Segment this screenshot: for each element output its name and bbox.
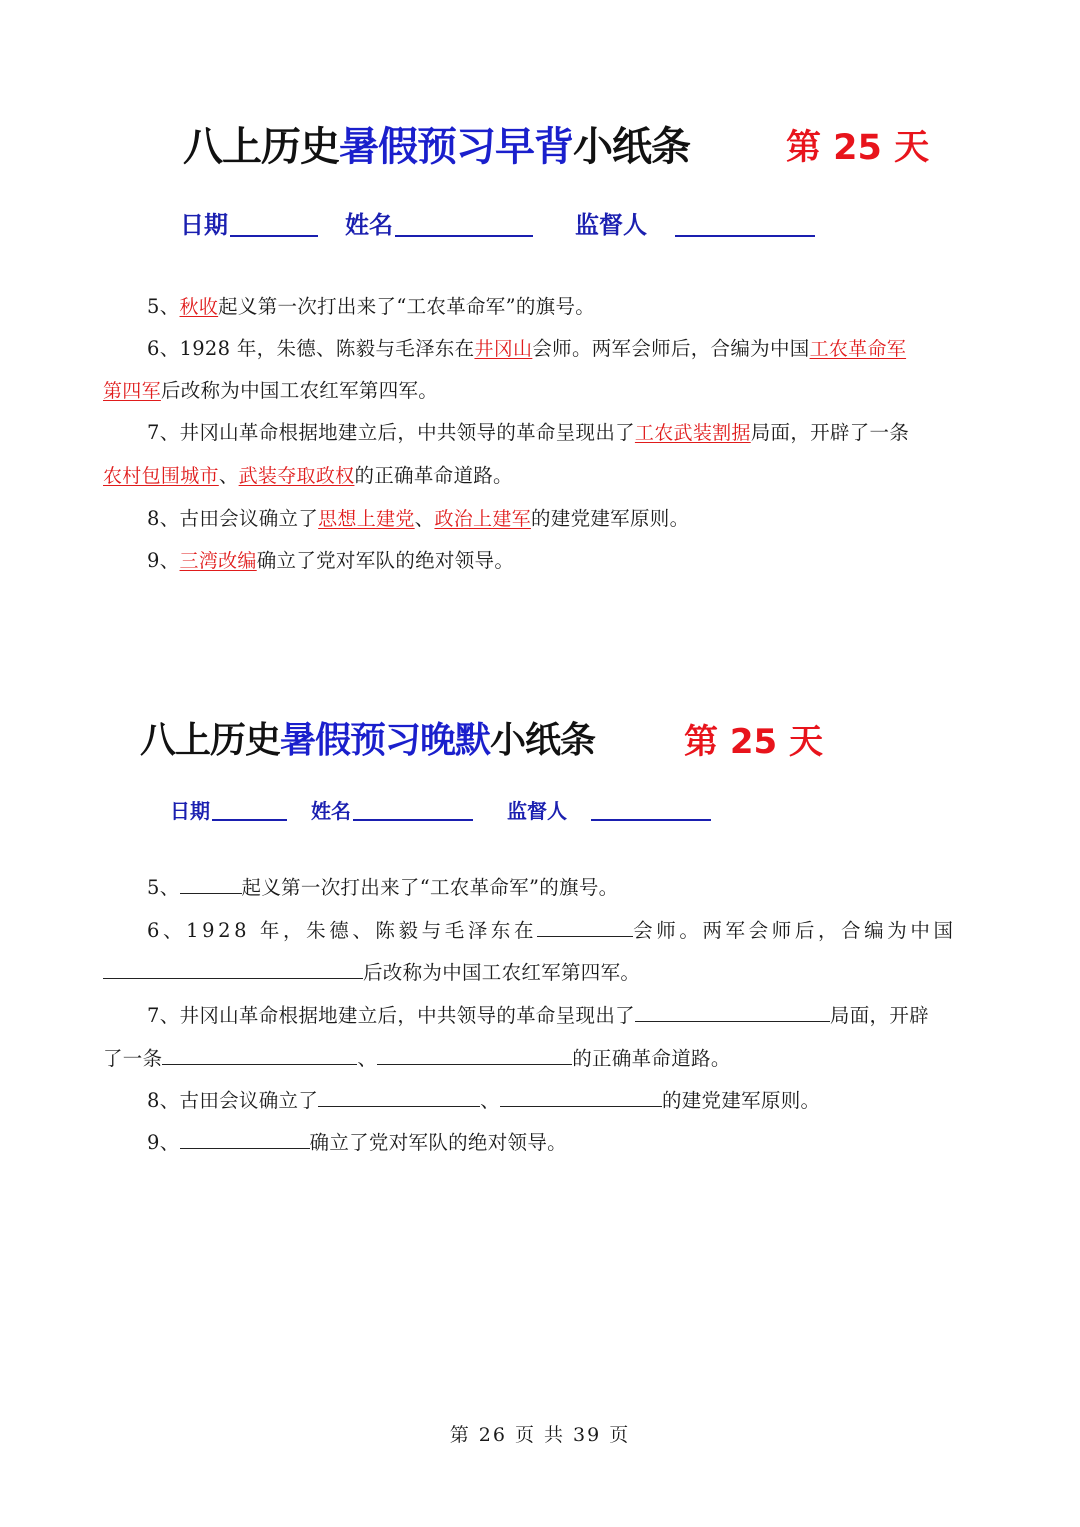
item-text: 会师。两军会师后，合编为中国 xyxy=(532,337,810,360)
bottom-date-line xyxy=(212,819,287,821)
item-text: 古田会议确立了 xyxy=(179,507,319,530)
answer: 思想上建党 xyxy=(318,508,415,530)
bottom-name-line xyxy=(353,819,473,821)
top-supervisor-label: 监督人 xyxy=(575,211,647,239)
item-text: 、 xyxy=(480,1089,500,1112)
answer: 工农武装割据 xyxy=(634,422,751,444)
item-text: 后改称为中国工农红军第四军。 xyxy=(160,379,439,402)
fill-blank[interactable] xyxy=(537,914,633,937)
item-text: 局面，开辟了一条 xyxy=(750,421,910,444)
top-item-7-line1 xyxy=(147,412,909,454)
bottom-item-9 xyxy=(147,1122,567,1164)
item-text: 了一条 xyxy=(103,1047,163,1070)
top-supervisor-line xyxy=(675,235,815,237)
item-number: 5、 xyxy=(147,295,180,318)
top-date-field[interactable] xyxy=(180,205,318,240)
item-text: 井冈山革命根据地建立后，中共领导的革命呈现出了 xyxy=(179,421,635,444)
bottom-date-label: 日期 xyxy=(170,799,210,823)
top-item-6-line2 xyxy=(103,370,438,412)
item-text: 、 xyxy=(357,1047,378,1070)
item-text: 、 xyxy=(414,507,435,530)
item-text: 井冈山革命根据地建立后，中共领导的革命呈现出了 xyxy=(179,1004,635,1027)
bottom-item-6-line2 xyxy=(103,952,640,994)
top-item-5 xyxy=(147,286,595,328)
item-number: 6、 xyxy=(147,337,180,360)
bottom-title-suffix: 小纸条 xyxy=(490,720,596,761)
item-text: 确立了党对军队的绝对领导。 xyxy=(256,549,515,572)
top-date-line xyxy=(230,235,318,237)
item-text: 局面，开辟 xyxy=(829,1004,929,1027)
bottom-supervisor-label: 监督人 xyxy=(507,799,567,823)
item-text: 古田会议确立了 xyxy=(179,1089,319,1112)
top-item-6-line1 xyxy=(147,328,906,370)
top-name-field[interactable] xyxy=(345,205,533,240)
bottom-name-label: 姓名 xyxy=(311,799,351,823)
page-number: 第 26 页 共 39 页 xyxy=(449,1424,631,1446)
top-title xyxy=(183,115,690,172)
item-number: 7、 xyxy=(147,421,180,444)
bottom-item-5 xyxy=(147,867,618,909)
top-item-7-line2 xyxy=(103,455,513,497)
bottom-title xyxy=(140,712,595,763)
top-title-prefix: 八上历史 xyxy=(183,124,339,170)
bottom-item-6-line1 xyxy=(147,910,957,952)
item-text: 会师。两军会师后，合编为中国 xyxy=(633,919,957,942)
bottom-item-7-line1 xyxy=(147,995,929,1037)
item-text: 确立了党对军队的绝对领导。 xyxy=(309,1131,567,1154)
item-number: 9、 xyxy=(147,549,180,572)
answer: 秋收 xyxy=(179,296,219,318)
top-day-label: 第 25 天 xyxy=(786,128,930,168)
item-number: 8、 xyxy=(147,1089,180,1112)
item-text: 、 xyxy=(218,464,239,487)
top-date-label: 日期 xyxy=(180,211,228,239)
fill-blank[interactable] xyxy=(103,956,363,979)
fill-blank[interactable] xyxy=(180,871,242,894)
top-name-line xyxy=(395,235,533,237)
top-title-highlight: 暑假预习早背 xyxy=(339,124,573,170)
bottom-name-field[interactable] xyxy=(311,795,473,824)
item-text: 的建党建军原则。 xyxy=(661,1089,821,1112)
item-text: 1928 年，朱德、陈毅与毛泽东在 xyxy=(186,919,538,942)
top-supervisor-field[interactable] xyxy=(575,205,815,240)
item-number: 5、 xyxy=(147,876,180,899)
item-text: 后改称为中国工农红军第四军。 xyxy=(363,961,641,984)
bottom-supervisor-field[interactable] xyxy=(507,795,711,824)
answer: 农村包围城市 xyxy=(103,465,219,487)
top-item-8 xyxy=(147,498,689,540)
answer: 武装夺取政权 xyxy=(238,465,355,487)
item-text: 起义第一次打出来了“工农革命军”的旗号。 xyxy=(218,295,596,318)
bottom-supervisor-line xyxy=(591,819,711,821)
item-text: 的建党建军原则。 xyxy=(530,507,690,530)
answer: 政治上建军 xyxy=(434,508,531,530)
bottom-date-field[interactable] xyxy=(170,795,287,824)
item-text: 的正确革命道路。 xyxy=(354,464,513,487)
bottom-day-label: 第 25 天 xyxy=(684,722,823,762)
fill-blank[interactable] xyxy=(377,1042,572,1065)
top-item-9 xyxy=(147,540,514,582)
bottom-title-highlight: 暑假预习晚默 xyxy=(280,720,491,761)
answer: 三湾改编 xyxy=(179,550,257,572)
top-title-suffix: 小纸条 xyxy=(573,124,690,170)
item-number: 8、 xyxy=(147,507,180,530)
answer: 井冈山 xyxy=(474,338,533,360)
answer: 工农革命军 xyxy=(809,338,907,360)
top-name-label: 姓名 xyxy=(345,211,393,239)
item-number: 6、 xyxy=(147,919,187,942)
item-number: 9、 xyxy=(147,1131,180,1154)
item-text: 1928 年，朱德、陈毅与毛泽东在 xyxy=(179,337,475,360)
fill-blank[interactable] xyxy=(635,999,830,1022)
item-number: 7、 xyxy=(147,1004,180,1027)
fill-blank[interactable] xyxy=(318,1084,480,1107)
item-text: 的正确革命道路。 xyxy=(572,1047,731,1070)
fill-blank[interactable] xyxy=(180,1126,310,1149)
bottom-title-prefix: 八上历史 xyxy=(140,720,281,761)
fill-blank[interactable] xyxy=(162,1042,357,1065)
item-text: 起义第一次打出来了“工农革命军”的旗号。 xyxy=(241,876,619,899)
bottom-item-7-line2 xyxy=(103,1038,731,1080)
bottom-item-8 xyxy=(147,1080,820,1122)
answer: 第四军 xyxy=(103,380,161,402)
fill-blank[interactable] xyxy=(500,1084,662,1107)
